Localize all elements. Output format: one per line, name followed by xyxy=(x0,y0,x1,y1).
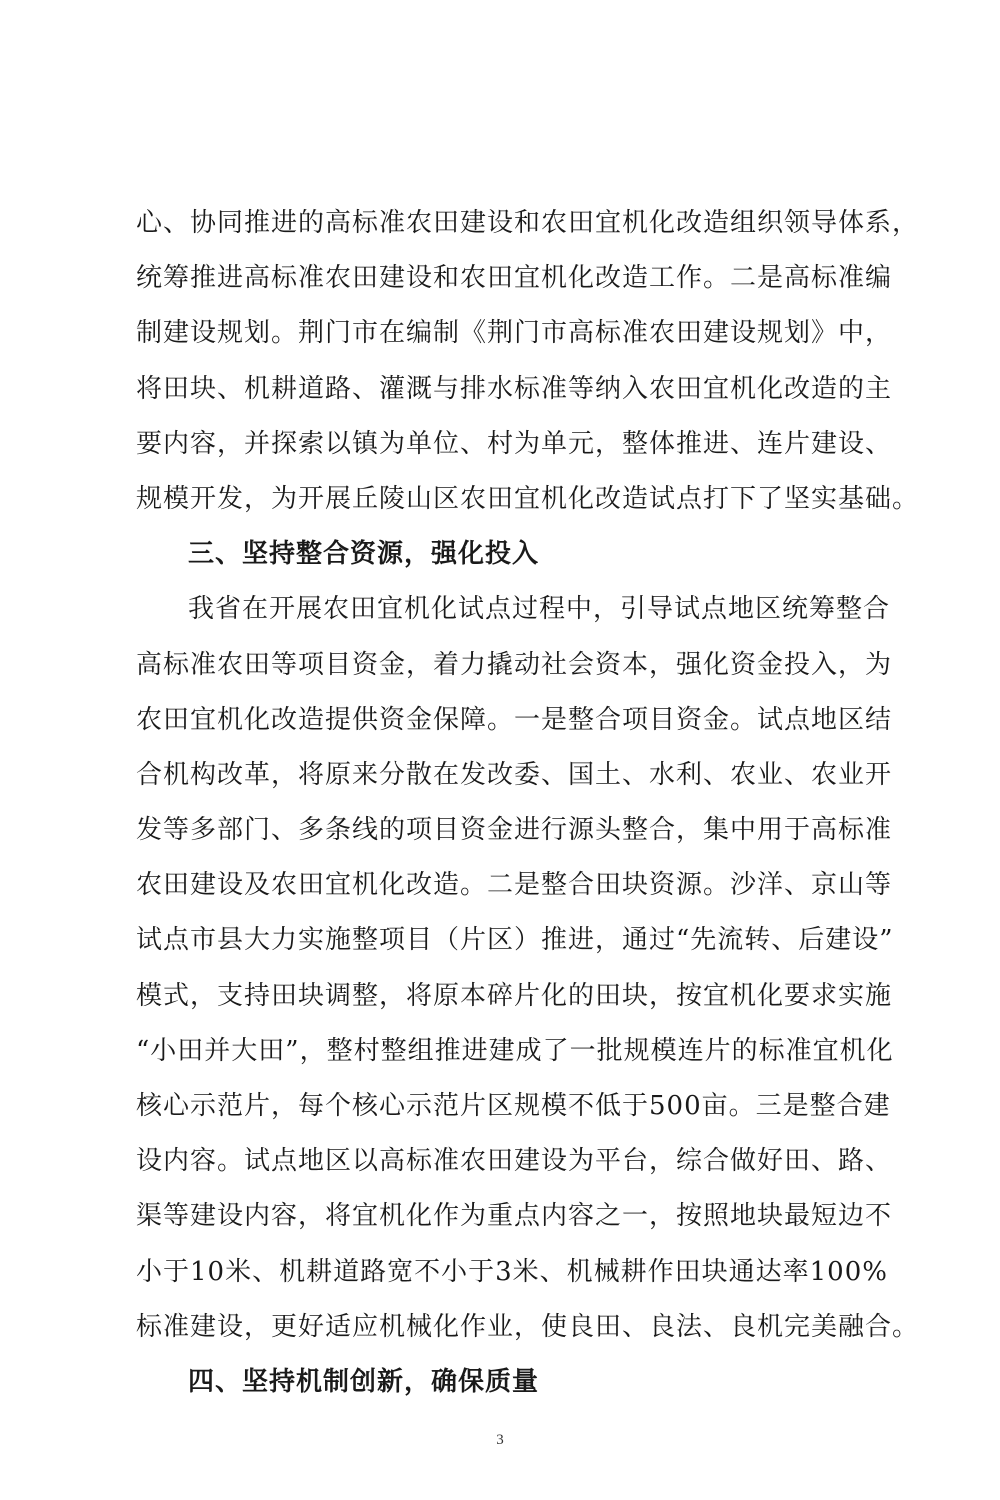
paragraph-line: 发等多部门、多条线的项目资金进行源头整合，集中用于高标准 xyxy=(136,815,893,846)
page-number: 3 xyxy=(496,1432,504,1448)
paragraph-line: 农田建设及农田宜机化改造。二是整合田块资源。沙洋、京山等 xyxy=(136,870,893,901)
paragraph-line: 农田宜机化改造提供资金保障。一是整合项目资金。试点地区结 xyxy=(136,704,893,735)
paragraph-line: 统筹推进高标准农田建设和农田宜机化改造工作。二是高标准编 xyxy=(136,263,893,294)
paragraph-line: 要内容，并探索以镇为单位、村为单元，整体推进、连片建设、 xyxy=(136,428,893,459)
paragraph-line: 设内容。试点地区以高标准农田建设为平台，综合做好田、路、 xyxy=(136,1146,893,1177)
section-heading: 四、坚持机制创新，确保质量 xyxy=(188,1366,540,1397)
paragraph-line: 渠等建设内容，将宜机化作为重点内容之一，按照地块最短边不 xyxy=(136,1201,893,1232)
paragraph-line: 制建设规划。荆门市在编制《荆门市高标准农田建设规划》中， xyxy=(136,318,893,349)
paragraph-line: 心、协同推进的高标准农田建设和农田宜机化改造组织领导体系， xyxy=(136,208,920,238)
paragraph-line: 我省在开展农田宜机化试点过程中，引导试点地区统筹整合 xyxy=(188,594,891,625)
document-body xyxy=(136,196,920,1410)
paragraph-line: 合机构改革，将原来分散在发改委、国土、水利、农业、农业开 xyxy=(136,759,893,790)
paragraph-line: 小于10米、机耕道路宽不小于3米、机械耕作田块通达率100% xyxy=(136,1256,888,1287)
paragraph-line: 高标准农田等项目资金，着力撬动社会资本，强化资金投入，为 xyxy=(136,649,893,680)
paragraph-line: 模式，支持田块调整，将原本碎片化的田块，按宜机化要求实施 xyxy=(136,980,893,1011)
paragraph-line: 规模开发，为开展丘陵山区农田宜机化改造试点打下了坚实基础。 xyxy=(136,483,920,514)
paragraph-line: 核心示范片，每个核心示范片区规模不低于500亩。三是整合建 xyxy=(136,1091,891,1121)
paragraph-line: 标准建设，更好适应机械化作业，使良田、良法、良机完美融合。 xyxy=(136,1311,920,1342)
section-heading: 三、坚持整合资源，强化投入 xyxy=(188,539,540,570)
paragraph-line: 将田块、机耕道路、灌溉与排水标准等纳入农田宜机化改造的主 xyxy=(136,373,893,404)
paragraph-line: 试点市县大力实施整项目（片区）推进，通过“先流转、后建设” xyxy=(136,925,894,956)
paragraph-line: “小田并大田”，整村整组推进建成了一批规模连片的标准宜机化 xyxy=(136,1035,894,1066)
